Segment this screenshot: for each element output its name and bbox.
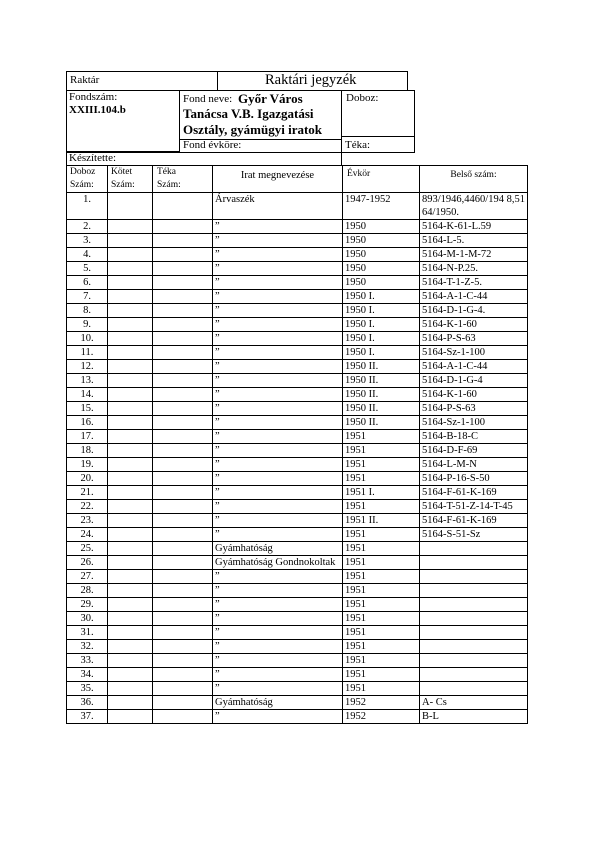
- table-row: [67, 220, 528, 234]
- row-internal-number: 5164-T-51-Z-14-T-45: [420, 500, 528, 514]
- row-box-number: 8.: [67, 304, 108, 318]
- row-volume-number: [108, 193, 153, 220]
- row-internal-number: 5164-F-61-K-169: [420, 514, 528, 528]
- row-document-name: ”: [213, 290, 343, 304]
- row-document-name: ”: [213, 682, 343, 696]
- row-document-name: ”: [213, 374, 343, 388]
- row-box-number: 17.: [67, 430, 108, 444]
- row-internal-number: 5164-L-5.: [420, 234, 528, 248]
- row-volume-number: [108, 472, 153, 486]
- table-row: [67, 654, 528, 668]
- row-volume-number: [108, 304, 153, 318]
- table-row: [67, 304, 528, 318]
- row-year-range: 1951: [343, 584, 420, 598]
- row-year-range: 1951 I.: [343, 486, 420, 500]
- row-box-number: 7.: [67, 290, 108, 304]
- row-document-name: ”: [213, 458, 343, 472]
- row-volume-number: [108, 626, 153, 640]
- register-body: [67, 193, 528, 724]
- row-volume-number: [108, 360, 153, 374]
- row-year-range: 1952: [343, 710, 420, 724]
- col-evkor-header: Évkör: [343, 166, 420, 193]
- row-box-number: 26.: [67, 556, 108, 570]
- row-document-name: ”: [213, 500, 343, 514]
- row-document-name: ”: [213, 570, 343, 584]
- row-document-name: ”: [213, 262, 343, 276]
- row-document-name: ”: [213, 304, 343, 318]
- row-volume-number: [108, 262, 153, 276]
- row-box-number: 11.: [67, 346, 108, 360]
- row-internal-number: 5164-P-16-S-50: [420, 472, 528, 486]
- row-internal-number: 5164-Sz-1-100: [420, 416, 528, 430]
- row-internal-number: 5164-T-1-Z-5.: [420, 276, 528, 290]
- row-box-number: 9.: [67, 318, 108, 332]
- row-year-range: 1950: [343, 234, 420, 248]
- row-year-range: 1951: [343, 500, 420, 514]
- row-internal-number: [420, 612, 528, 626]
- fond-neve-line3: Osztály, gyámügyi iratok: [183, 122, 323, 137]
- table-row: [67, 612, 528, 626]
- fondszam-label: Fondszám:: [69, 91, 118, 103]
- row-year-range: 1951: [343, 570, 420, 584]
- table-row: [67, 276, 528, 290]
- row-teka-number: [153, 318, 213, 332]
- table-row: [67, 416, 528, 430]
- row-box-number: 22.: [67, 500, 108, 514]
- row-internal-number: 5164-A-1-C-44: [420, 360, 528, 374]
- row-year-range: 1950 II.: [343, 374, 420, 388]
- table-row: [67, 248, 528, 262]
- row-teka-number: [153, 220, 213, 234]
- row-internal-number: 5164-K-1-60: [420, 388, 528, 402]
- row-document-name: ”: [213, 626, 343, 640]
- row-teka-number: [153, 360, 213, 374]
- row-box-number: 31.: [67, 626, 108, 640]
- fond-neve-line2: Tanácsa V.B. Igazgatási: [183, 106, 314, 121]
- table-row: [67, 318, 528, 332]
- row-internal-number: 5164-K-61-L.59: [420, 220, 528, 234]
- row-internal-number: 5164-A-1-C-44: [420, 290, 528, 304]
- row-document-name: ”: [213, 276, 343, 290]
- row-volume-number: [108, 248, 153, 262]
- row-document-name: ”: [213, 640, 343, 654]
- table-row: [67, 528, 528, 542]
- row-box-number: 4.: [67, 248, 108, 262]
- row-volume-number: [108, 500, 153, 514]
- row-teka-number: [153, 500, 213, 514]
- row-year-range: 1951: [343, 556, 420, 570]
- row-volume-number: [108, 458, 153, 472]
- row-year-range: 1950: [343, 220, 420, 234]
- row-internal-number: [420, 682, 528, 696]
- row-teka-number: [153, 710, 213, 724]
- row-box-number: 20.: [67, 472, 108, 486]
- row-volume-number: [108, 388, 153, 402]
- row-box-number: 23.: [67, 514, 108, 528]
- row-teka-number: [153, 416, 213, 430]
- row-volume-number: [108, 318, 153, 332]
- teka-label: Téka:: [345, 139, 371, 151]
- table-row: [67, 696, 528, 710]
- row-document-name: ”: [213, 444, 343, 458]
- col-belso-header: Belső szám:: [420, 166, 528, 193]
- row-box-number: 18.: [67, 444, 108, 458]
- row-document-name: ”: [213, 234, 343, 248]
- row-document-name: ”: [213, 514, 343, 528]
- row-year-range: 1951 II.: [343, 514, 420, 528]
- row-volume-number: [108, 556, 153, 570]
- row-volume-number: [108, 528, 153, 542]
- row-document-name: ”: [213, 388, 343, 402]
- row-volume-number: [108, 290, 153, 304]
- row-volume-number: [108, 654, 153, 668]
- row-teka-number: [153, 248, 213, 262]
- row-document-name: ”: [213, 612, 343, 626]
- row-box-number: 3.: [67, 234, 108, 248]
- row-document-name: ”: [213, 248, 343, 262]
- row-year-range: 1950 I.: [343, 346, 420, 360]
- row-box-number: 16.: [67, 416, 108, 430]
- row-document-name: Gyámhatóság: [213, 542, 343, 556]
- row-box-number: 29.: [67, 598, 108, 612]
- table-row: [67, 234, 528, 248]
- row-volume-number: [108, 332, 153, 346]
- row-box-number: 10.: [67, 332, 108, 346]
- row-box-number: 1.: [67, 193, 108, 220]
- row-internal-number: [420, 654, 528, 668]
- row-year-range: 1950: [343, 276, 420, 290]
- row-teka-number: [153, 696, 213, 710]
- row-year-range: 1950 I.: [343, 318, 420, 332]
- row-volume-number: [108, 570, 153, 584]
- row-year-range: 1951: [343, 472, 420, 486]
- row-teka-number: [153, 388, 213, 402]
- table-row: [67, 584, 528, 598]
- row-volume-number: [108, 234, 153, 248]
- row-document-name: ”: [213, 318, 343, 332]
- row-teka-number: [153, 304, 213, 318]
- row-box-number: 15.: [67, 402, 108, 416]
- row-box-number: 27.: [67, 570, 108, 584]
- row-year-range: 1952: [343, 696, 420, 710]
- row-year-range: 1951: [343, 654, 420, 668]
- table-row: [67, 360, 528, 374]
- row-volume-number: [108, 696, 153, 710]
- row-document-name: ”: [213, 360, 343, 374]
- row-document-name: ”: [213, 430, 343, 444]
- row-internal-number: B-L: [420, 710, 528, 724]
- row-box-number: 25.: [67, 542, 108, 556]
- fond-neve-label: Fond neve:: [183, 93, 233, 105]
- row-box-number: 30.: [67, 612, 108, 626]
- row-internal-number: 5164-K-1-60: [420, 318, 528, 332]
- table-row: [67, 332, 528, 346]
- row-year-range: 1951: [343, 444, 420, 458]
- row-teka-number: [153, 514, 213, 528]
- table-row: [67, 290, 528, 304]
- row-internal-number: 5164-D-F-69: [420, 444, 528, 458]
- row-teka-number: [153, 640, 213, 654]
- row-internal-number: 5164-M-1-M-72: [420, 248, 528, 262]
- row-box-number: 33.: [67, 654, 108, 668]
- table-row: [67, 640, 528, 654]
- table-row: [67, 346, 528, 360]
- table-row: [67, 682, 528, 696]
- table-row: [67, 472, 528, 486]
- table-row: [67, 430, 528, 444]
- row-document-name: ”: [213, 584, 343, 598]
- row-box-number: 28.: [67, 584, 108, 598]
- row-volume-number: [108, 486, 153, 500]
- row-volume-number: [108, 444, 153, 458]
- table-row: [67, 402, 528, 416]
- row-volume-number: [108, 402, 153, 416]
- table-row: [67, 556, 528, 570]
- table-row: [67, 374, 528, 388]
- table-row: [67, 514, 528, 528]
- row-document-name: ”: [213, 486, 343, 500]
- row-year-range: 1951: [343, 430, 420, 444]
- row-document-name: ”: [213, 416, 343, 430]
- row-teka-number: [153, 682, 213, 696]
- row-teka-number: [153, 444, 213, 458]
- row-internal-number: [420, 556, 528, 570]
- row-document-name: ”: [213, 346, 343, 360]
- row-internal-number: A- Cs: [420, 696, 528, 710]
- row-box-number: 32.: [67, 640, 108, 654]
- keszitette-label: Készítette:: [69, 152, 117, 164]
- row-box-number: 36.: [67, 696, 108, 710]
- row-year-range: 1951: [343, 612, 420, 626]
- row-teka-number: [153, 556, 213, 570]
- row-box-number: 12.: [67, 360, 108, 374]
- row-teka-number: [153, 612, 213, 626]
- row-volume-number: [108, 276, 153, 290]
- row-document-name: ”: [213, 332, 343, 346]
- row-year-range: 1950 I.: [343, 332, 420, 346]
- row-year-range: 1950: [343, 262, 420, 276]
- row-year-range: 1950 II.: [343, 416, 420, 430]
- row-volume-number: [108, 584, 153, 598]
- row-box-number: 5.: [67, 262, 108, 276]
- row-year-range: 1951: [343, 640, 420, 654]
- row-internal-number: 5164-S-51-Sz: [420, 528, 528, 542]
- row-internal-number: 5164-D-1-G-4.: [420, 304, 528, 318]
- row-volume-number: [108, 640, 153, 654]
- table-row: [67, 626, 528, 640]
- row-volume-number: [108, 710, 153, 724]
- row-box-number: 13.: [67, 374, 108, 388]
- row-volume-number: [108, 374, 153, 388]
- row-year-range: 1950 II.: [343, 388, 420, 402]
- fond-evkore-label: Fond évköre:: [183, 139, 242, 151]
- row-volume-number: [108, 220, 153, 234]
- row-year-range: 1947-1952: [343, 193, 420, 220]
- col-irat-header: Irat megnevezése: [213, 166, 343, 193]
- row-teka-number: [153, 290, 213, 304]
- raktar-label: Raktár: [70, 74, 100, 86]
- table-row: [67, 388, 528, 402]
- table-row: [67, 444, 528, 458]
- row-document-name: ”: [213, 598, 343, 612]
- row-internal-number: 5164-F-61-K-169: [420, 486, 528, 500]
- row-internal-number: [420, 570, 528, 584]
- row-year-range: 1951: [343, 682, 420, 696]
- row-teka-number: [153, 193, 213, 220]
- register-table: [66, 165, 528, 724]
- row-teka-number: [153, 276, 213, 290]
- row-internal-number: [420, 584, 528, 598]
- row-teka-number: [153, 458, 213, 472]
- row-year-range: 1951: [343, 458, 420, 472]
- doboz-label: Doboz:: [346, 92, 379, 104]
- row-teka-number: [153, 262, 213, 276]
- row-teka-number: [153, 668, 213, 682]
- row-teka-number: [153, 346, 213, 360]
- row-year-range: 1950 II.: [343, 402, 420, 416]
- table-row: [67, 500, 528, 514]
- row-year-range: 1951: [343, 626, 420, 640]
- row-year-range: 1951: [343, 542, 420, 556]
- row-teka-number: [153, 374, 213, 388]
- col-doboz-header: Doboz Szám:: [67, 166, 108, 193]
- row-internal-number: 5164-Sz-1-100: [420, 346, 528, 360]
- row-document-name: ”: [213, 528, 343, 542]
- row-document-name: ”: [213, 402, 343, 416]
- row-box-number: 34.: [67, 668, 108, 682]
- row-box-number: 14.: [67, 388, 108, 402]
- row-internal-number: 5164-L-M-N: [420, 458, 528, 472]
- row-year-range: 1950: [343, 248, 420, 262]
- row-document-name: Árvaszék: [213, 193, 343, 220]
- row-volume-number: [108, 542, 153, 556]
- row-year-range: 1951: [343, 668, 420, 682]
- row-year-range: 1950 II.: [343, 360, 420, 374]
- row-volume-number: [108, 416, 153, 430]
- row-box-number: 35.: [67, 682, 108, 696]
- table-row: [67, 262, 528, 276]
- row-volume-number: [108, 668, 153, 682]
- fondszam-value: XXIII.104.b: [69, 104, 126, 116]
- row-teka-number: [153, 654, 213, 668]
- row-internal-number: 5164-P-S-63: [420, 332, 528, 346]
- table-row: [67, 486, 528, 500]
- row-teka-number: [153, 570, 213, 584]
- row-box-number: 19.: [67, 458, 108, 472]
- row-teka-number: [153, 402, 213, 416]
- document-title: Raktári jegyzék: [265, 72, 357, 88]
- col-teka-header: Téka Szám:: [153, 166, 213, 193]
- row-teka-number: [153, 234, 213, 248]
- row-internal-number: [420, 668, 528, 682]
- table-row: [67, 668, 528, 682]
- row-document-name: ”: [213, 220, 343, 234]
- row-document-name: ”: [213, 668, 343, 682]
- table-row: [67, 570, 528, 584]
- row-box-number: 6.: [67, 276, 108, 290]
- row-volume-number: [108, 612, 153, 626]
- row-document-name: ”: [213, 472, 343, 486]
- row-box-number: 24.: [67, 528, 108, 542]
- table-row: [67, 458, 528, 472]
- row-internal-number: [420, 640, 528, 654]
- row-volume-number: [108, 682, 153, 696]
- row-document-name: ”: [213, 654, 343, 668]
- row-box-number: 37.: [67, 710, 108, 724]
- row-volume-number: [108, 514, 153, 528]
- row-volume-number: [108, 430, 153, 444]
- row-internal-number: 5164-D-1-G-4: [420, 374, 528, 388]
- row-box-number: 21.: [67, 486, 108, 500]
- row-teka-number: [153, 598, 213, 612]
- row-year-range: 1950 I.: [343, 290, 420, 304]
- col-kotet-header: Kötet Szám:: [108, 166, 153, 193]
- row-internal-number: 5164-P-S-63: [420, 402, 528, 416]
- row-teka-number: [153, 542, 213, 556]
- table-row: [67, 710, 528, 724]
- row-internal-number: 893/1946,4460/194 8,5164/1950.: [420, 193, 528, 220]
- row-internal-number: [420, 598, 528, 612]
- fond-neve-line1: Győr Város: [238, 91, 303, 106]
- row-internal-number: 5164-N-P.25.: [420, 262, 528, 276]
- row-volume-number: [108, 598, 153, 612]
- row-internal-number: 5164-B-18-C: [420, 430, 528, 444]
- row-teka-number: [153, 584, 213, 598]
- row-volume-number: [108, 346, 153, 360]
- table-row: [67, 193, 528, 220]
- row-teka-number: [153, 486, 213, 500]
- row-document-name: Gyámhatóság Gondnokoltak: [213, 556, 343, 570]
- row-teka-number: [153, 430, 213, 444]
- row-teka-number: [153, 332, 213, 346]
- row-document-name: Gyámhatóság: [213, 696, 343, 710]
- row-internal-number: [420, 542, 528, 556]
- row-year-range: 1950 I.: [343, 304, 420, 318]
- row-teka-number: [153, 472, 213, 486]
- row-document-name: ”: [213, 710, 343, 724]
- table-row: [67, 542, 528, 556]
- row-year-range: 1951: [343, 598, 420, 612]
- row-teka-number: [153, 626, 213, 640]
- row-box-number: 2.: [67, 220, 108, 234]
- row-internal-number: [420, 626, 528, 640]
- row-year-range: 1951: [343, 528, 420, 542]
- table-row: [67, 598, 528, 612]
- row-teka-number: [153, 528, 213, 542]
